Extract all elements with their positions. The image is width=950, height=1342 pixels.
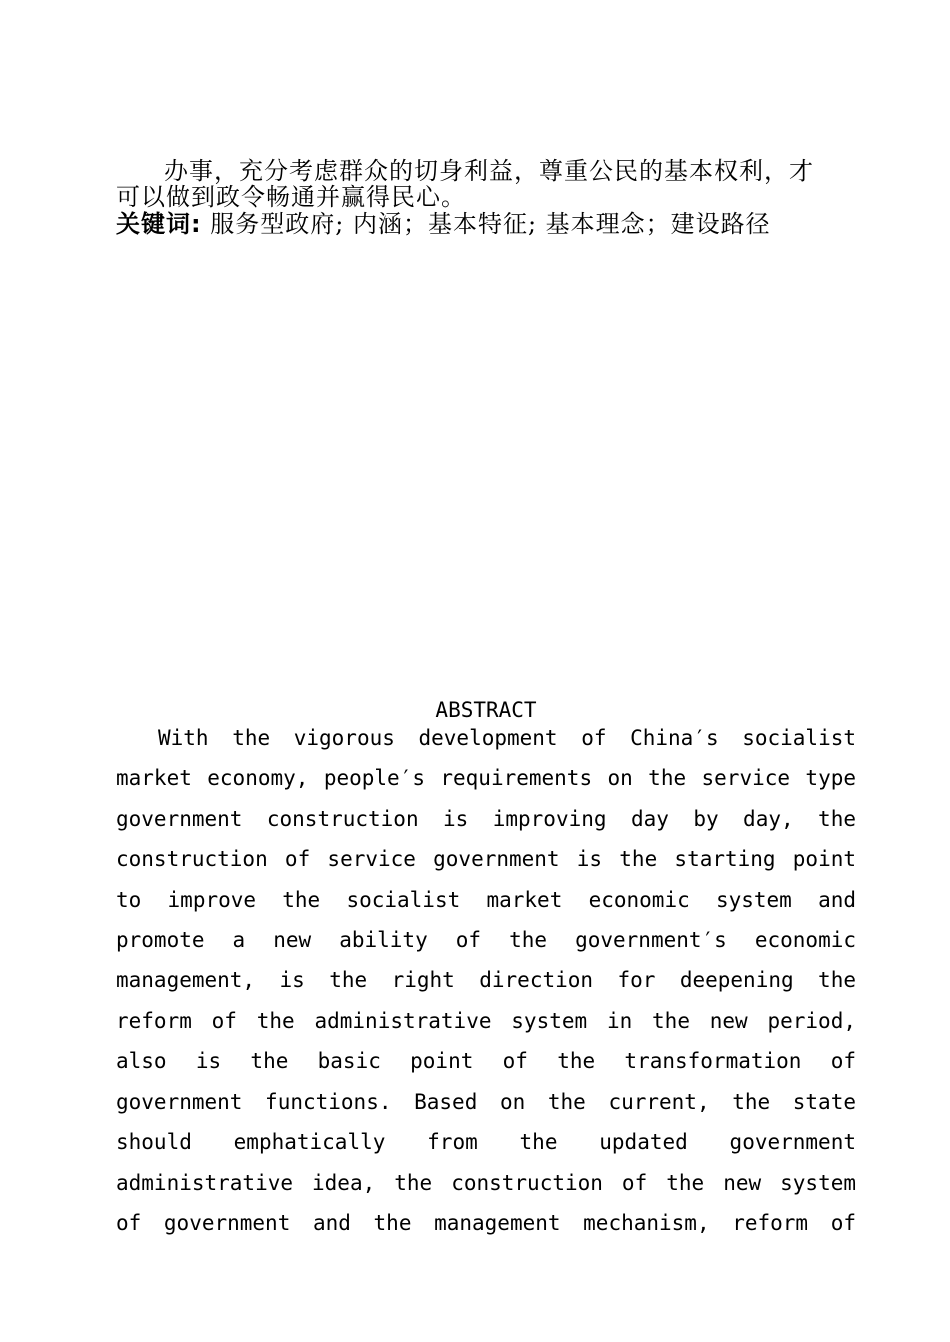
abstract-line: government construction is improving day by day, the (116, 807, 856, 831)
abstract-line: With the vigorous development of China′s socialist (158, 726, 856, 750)
chinese-paragraph (116, 158, 860, 210)
abstract-line: promote a new ability of the government′s economic (116, 928, 856, 952)
abstract-line: should emphatically from the updated government (116, 1130, 856, 1154)
abstract-line: government functions. Based on the current, the state (116, 1090, 856, 1114)
abstract-line: also is the basic point of the transformation of (116, 1049, 856, 1073)
abstract-line: of government and the management mechanism, reform of (116, 1211, 856, 1235)
keywords-text: 服务型政府; 内涵；基本特征; 基本理念；建设路径 (201, 210, 771, 238)
keywords-line (116, 211, 860, 237)
abstract-line: administrative idea, the construction of the new system (116, 1171, 856, 1195)
abstract-line: market economy, people′s requirements on the service type (116, 766, 856, 790)
abstract-line: reform of the administrative system in the new period, (116, 1009, 856, 1033)
abstract-title: ABSTRACT (435, 698, 537, 722)
chinese-line-2: 可以做到政令畅通并赢得民心。 (116, 183, 466, 211)
chinese-line-1 (116, 158, 860, 184)
keywords-label: 关键词: (116, 210, 202, 238)
abstract-line: construction of service government is the starting point (116, 847, 856, 871)
abstract-line: to improve the socialist market economic system and (116, 888, 856, 912)
chinese-line-1-text: 办事，充分考虑群众的切身利益，尊重公民的基本权利，才 (164, 157, 814, 185)
abstract-line: management, is the right direction for deepening the (116, 968, 856, 992)
